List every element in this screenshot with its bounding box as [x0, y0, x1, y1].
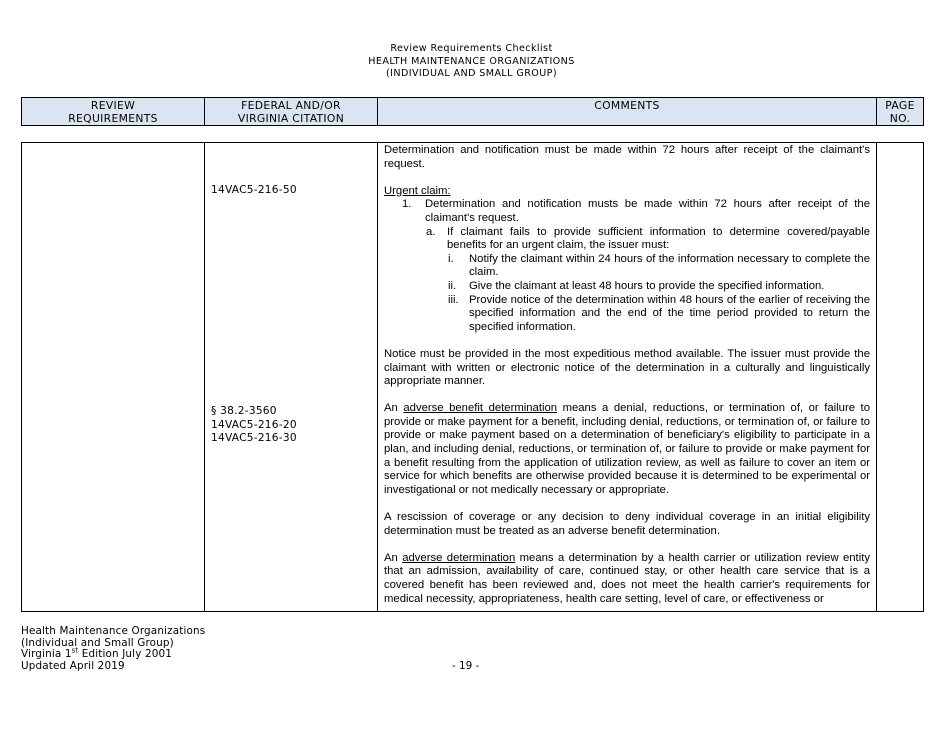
list-item: 1. Determination and notification musts be made within 72 hours after receipt of the claimant's request.: [402, 198, 870, 224]
citation-cell: [205, 143, 378, 612]
citation-block: [211, 405, 297, 446]
paragraph: A rescission of coverage or any decision to deny individual coverage in an initial eligibility determination must be treated as an adverse benefit determination.: [384, 511, 870, 537]
column-page-no: PAGE NO.: [877, 98, 924, 126]
citation: 14VAC5-216-20: [211, 418, 297, 431]
defined-term: adverse benefit determination: [403, 402, 558, 415]
column-citation: FEDERAL AND/OR VIRGINIA CITATION: [205, 98, 378, 126]
checklist-table: [21, 142, 924, 612]
citation-block: [211, 184, 297, 198]
adverse-benefit-determination-paragraph: An adverse benefit determination means a denial, reductions, or termination of, or failure to provide or make payment for a benefit, including denial, reductions, or termination of, or failure to provide or make payment based on a determination of beneficiary's eligibility to participate in a plan, and including denial, reductions, or termination of, or failure to provide or make payment for a benefit resulting from the application of utilization review, as well as failure to cover an item or service for which benefits are otherwise provided because it is determined to be experimental or investigational or not medically necessary or appropriate.: [384, 402, 870, 496]
column-comments: COMMENTS: [378, 98, 877, 126]
document-footer: [21, 626, 205, 672]
paragraph: Determination and notification must be made within 72 hours after receipt of the claimant's request.: [384, 144, 870, 170]
paragraph: Notice must be provided in the most expeditious method available. The issuer must provide the claimant with written or electronic notice of the determination in a culturally and linguistically appropriate manner.: [384, 347, 870, 388]
footer-line: (Individual and Small Group): [21, 636, 174, 649]
document-header: [0, 43, 943, 81]
list-item: i. Notify the claimant within 24 hours of the information necessary to complete the claim.: [448, 252, 870, 279]
footer-line: Health Maintenance Organizations: [21, 625, 206, 637]
page-number-cell: [877, 143, 924, 612]
adverse-determination-paragraph: An adverse determination means a determination by a health carrier or utilization review entity that an admission, availability of care, continued stay, or other health care service that is a covered benefit has been reviewed and, does not meet the health carrier's requirements for medical necessity, appropriateness, health care setting, level of care, or effectiveness or: [384, 551, 870, 605]
column-review-requirements: REVIEW REQUIREMENTS: [22, 98, 205, 126]
header-subtitle: HEALTH MAINTENANCE ORGANIZATIONS: [368, 55, 575, 67]
footer-edition: Virginia 1st Edition July 2001: [21, 646, 172, 660]
list-item: a. If claimant fails to provide sufficient information to determine covered/payable benefits for an urgent claim, the issuer must:: [426, 225, 870, 252]
page-number: - 19 -: [452, 660, 480, 672]
citation: § 38.2-3560: [211, 405, 277, 417]
header-title: Review Requirements Checklist: [390, 43, 553, 54]
list-item: ii. Give the claimant at least 48 hours to provide the specified information.: [448, 279, 825, 292]
footer-updated: Updated April 2019: [21, 659, 125, 672]
comments-cell: [378, 143, 877, 612]
citation: 14VAC5-216-50: [211, 184, 297, 196]
urgent-claim-heading: Urgent claim:: [384, 184, 451, 197]
header-subtitle-2: (INDIVIDUAL AND SMALL GROUP): [386, 68, 557, 80]
citation: 14VAC5-216-30: [211, 432, 297, 444]
list-item: iii. Provide notice of the determination within 48 hours of the earlier of receiving the specified information and the end of the time period provided to return the specified information.: [448, 293, 870, 333]
defined-term: adverse determination: [402, 551, 516, 564]
column-header-table: [21, 97, 924, 126]
review-requirements-cell: [22, 143, 205, 612]
